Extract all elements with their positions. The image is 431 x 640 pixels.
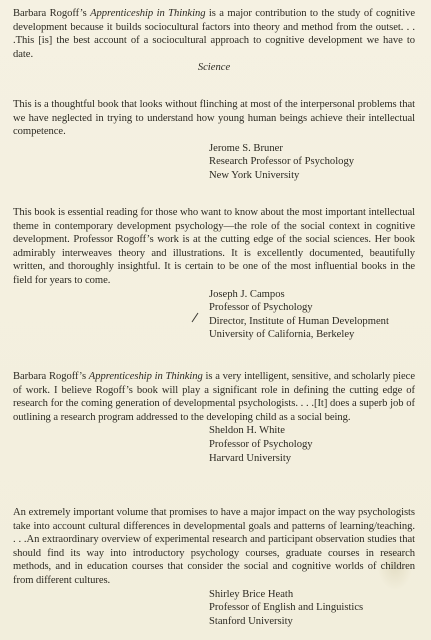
book-title: Apprenticeship in Thinking [88,371,203,382]
blurb-quote [13,7,415,61]
attribution-affiliation: University of California, Berkeley [209,329,355,341]
attribution [13,424,415,465]
attribution-role-secondary: Director, Institute of Human Development [209,315,389,327]
quote-source: Science [197,62,231,74]
attribution-role: Professor of Psychology [209,302,313,314]
blurb-quote: This is a thoughtful book that looks without flinching at most of the interpersonal problems that we have neglected in trying to understand how young human beings achieve their intellectual competence. [13,99,415,138]
blurb-white [13,370,415,465]
blurb-science [13,7,415,75]
attribution-affiliation: New York University [209,169,300,181]
blurb-quote [13,370,415,424]
attribution [13,142,415,183]
attribution-name: Sheldon H. White [209,425,286,437]
quote-body: is a major contribution to the study of cognitive development because it builds sociocultural factors into theory and method from the outset. . . .This [is] the best account of a sociocultural approach to cognitive development we have to date. [13,8,415,60]
attribution-affiliation: Stanford University [209,615,293,627]
attribution-name: Joseph J. Campos [209,288,285,300]
attribution [13,588,415,629]
quote-lead: Barbara Rogoff’s [13,8,91,19]
blurb-heath [13,506,415,628]
attribution-name: Jerome S. Bruner [209,142,283,154]
attribution-role: Professor of Psychology [209,438,313,450]
quote-body: is a very intelligent, sensitive, and scholarly piece of work. I believe Rogoff’s book will play a significant role in defining the cutting edge of research for the coming generation of developmental psychologists. . . .[It] does a superb job of outlining a research program addressed to the developing child as a social being. [13,371,415,423]
blurb-campos [13,206,415,342]
blurb-quote: An extremely important volume that promises to have a major impact on the way psychologists take into account cultural differences in developmental goals and patterns of learning/teaching. . . .An extraordinary overview of experimental research and participant observation studies that should find its way into introductory psychology courses, graduate courses in research methods, and in education courses that consider the social and cognitive worlds of children from different cultures. [13,507,415,586]
pen-mark [190,311,200,323]
blurb-bruner [13,98,415,183]
attribution-affiliation: Harvard University [209,452,292,464]
attribution [13,288,415,342]
book-title: Apprenticeship in Thinking [90,8,206,19]
attribution-name: Shirley Brice Heath [209,588,294,600]
quote-lead: Barbara Rogoff’s [13,371,89,382]
attribution-role: Professor of English and Linguistics [209,602,364,614]
attribution-role: Research Professor of Psychology [209,156,355,168]
blurb-quote: This book is essential reading for those who want to know about the most important intellectual theme in contemporary development psychology—the role of the social context in cognitive development. Professor Rogoff’s work is at the cutting edge of the social sciences. Her book admirably interweaves theory and illustrations. It is excellently documented, beautifully written, and thoroughly insightful. It is certain to be one of the most influential books in the field for years to come. [13,207,415,286]
